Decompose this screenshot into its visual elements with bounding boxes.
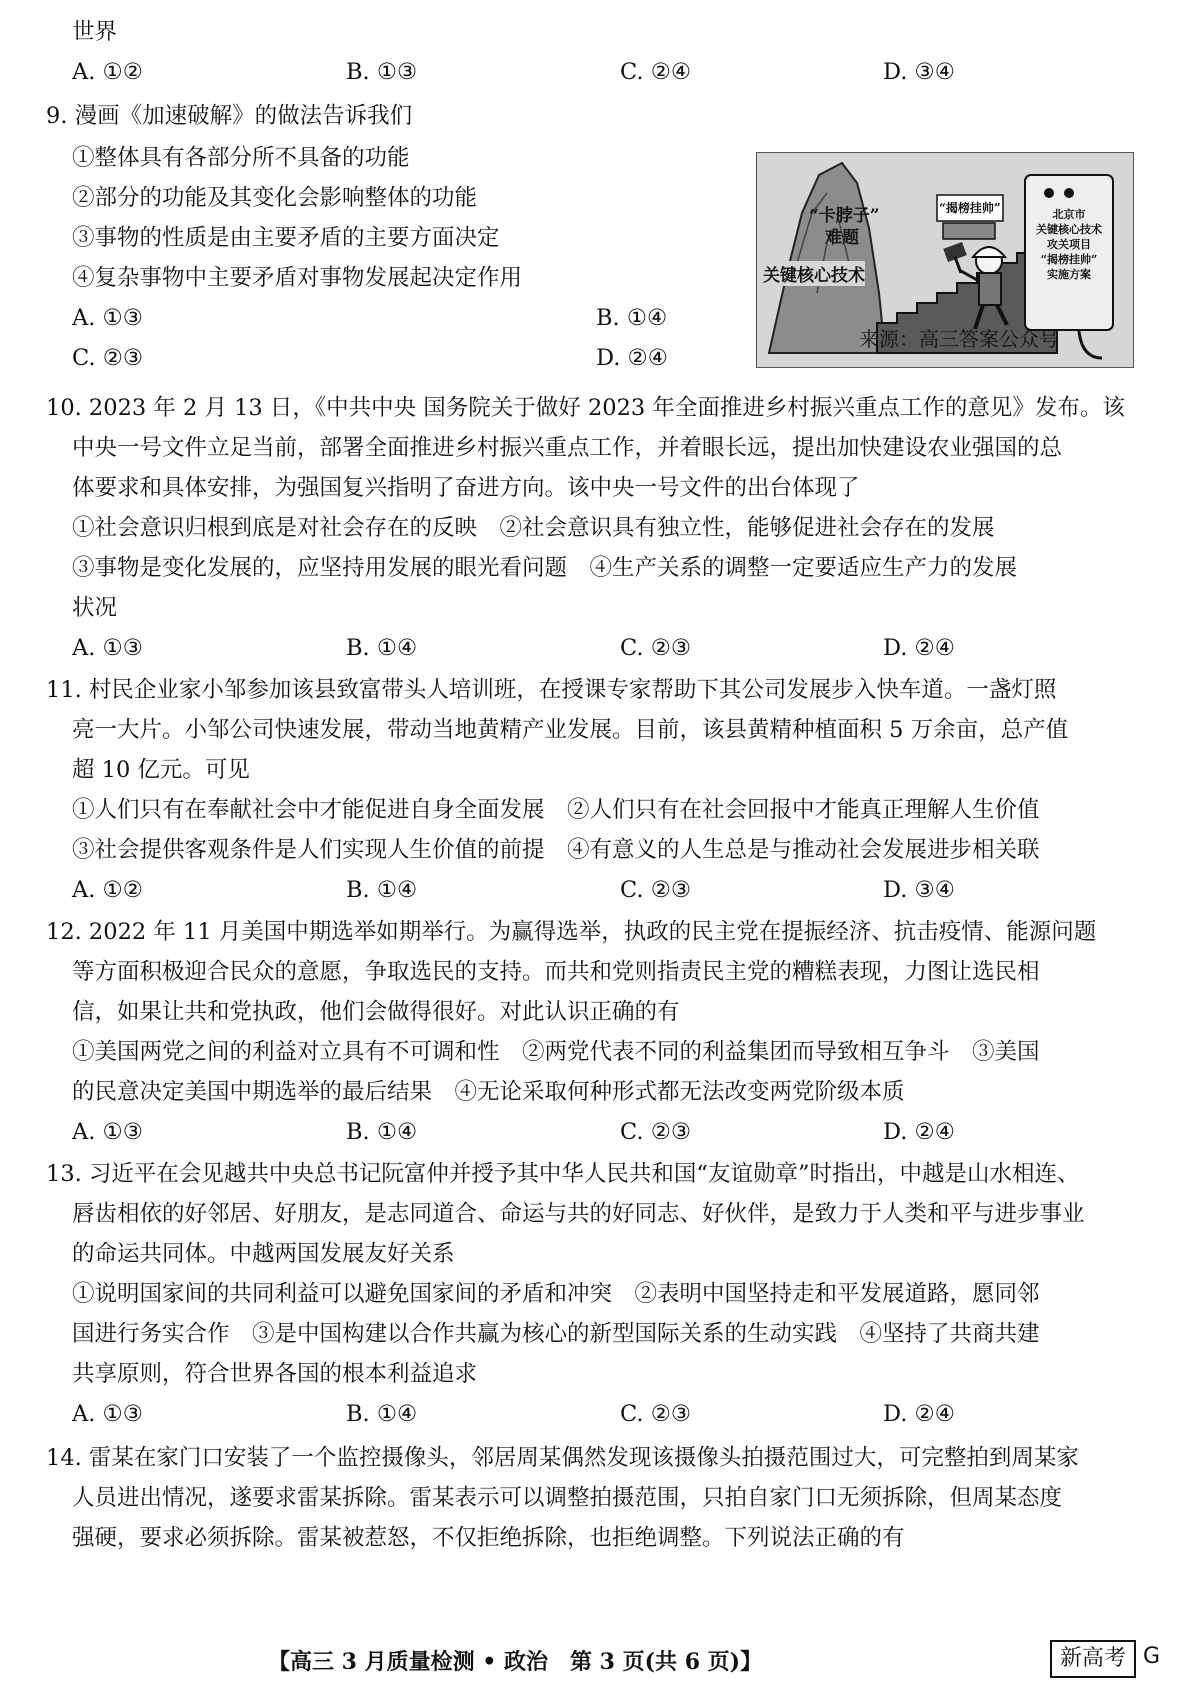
- q9-item: ③事物的性质是由主要矛盾的主要方面决定: [72, 225, 500, 251]
- cartoon-bubble-sub: 难题: [825, 228, 859, 248]
- option-d: D. ③④: [883, 59, 955, 85]
- board-line: 攻关项目: [1047, 238, 1091, 251]
- board-line: 实施方案: [1047, 268, 1091, 281]
- q10-items: ③事物是变化发展的，应坚持用发展的眼光看问题 ④生产关系的调整一定要适应生产力的发展: [72, 555, 1018, 581]
- question-12-line: 等方面积极迎合民众的意愿，争取选民的支持。而共和党则指责民主党的糟糕表现，力图让选民相: [72, 959, 1040, 985]
- option-c: C. ②③: [620, 1401, 692, 1427]
- question-10-line: 10. 2023 年 2 月 13 日，《中共中央 国务院关于做好 2023 年全面推进乡村振兴重点工作的意见》发布。该: [46, 395, 1125, 421]
- option-a: A. ①②: [72, 877, 143, 903]
- question-13-line: 唇齿相依的好邻居、好朋友，是志同道合、命运与共的好同志、好伙伴，是致力于人类和平与进步事业: [72, 1201, 1085, 1227]
- option-c: C. ②③: [620, 635, 692, 661]
- board-line: 关键核心技术: [1036, 223, 1102, 236]
- q13-items: 国进行务实合作 ③是中国构建以合作共赢为核心的新型国际关系的生动实践 ④坚持了共商共建: [72, 1321, 1040, 1347]
- version-mark: G: [1143, 1644, 1161, 1669]
- board-line: 北京市: [1052, 208, 1086, 221]
- option-d: D. ②④: [883, 1401, 955, 1427]
- q9-item: ②部分的功能及其变化会影响整体的功能: [72, 185, 478, 211]
- option-a: A. ①③: [72, 635, 143, 661]
- option-d: D. ②④: [883, 1119, 955, 1145]
- question-11-line: 11. 村民企业家小邹参加该县致富带头人培训班，在授课专家帮助下其公司发展步入快车道。一盏灯照: [46, 677, 1057, 703]
- cartoon-watermark: 来源：高三答案公众号: [859, 327, 1059, 351]
- exam-badge: 新高考: [1050, 1640, 1136, 1678]
- option-c: C. ②③: [620, 877, 692, 903]
- page-footer: 【高三 3 月质量检测 • 政治 第 3 页(共 6 页)】: [268, 1649, 763, 1675]
- option-a: A. ①③: [72, 1401, 143, 1427]
- cartoon-steps-label: 关键核心技术: [763, 261, 865, 286]
- q10-items: 状况: [72, 595, 118, 621]
- cartoon-board-text: [1029, 207, 1109, 282]
- q10-items: ①社会意识归根到底是对社会存在的反映 ②社会意识具有独立性，能够促进社会存在的发展: [72, 515, 995, 541]
- question-9-stem: 9. 漫画《加速破解》的做法告诉我们: [46, 103, 413, 129]
- q11-items: ①人们只有在奉献社会中才能促进自身全面发展 ②人们只有在社会回报中才能真正理解人生价值: [72, 797, 1040, 823]
- board-line: “揭榜挂帅”: [1040, 253, 1098, 266]
- continuation-text: 世界: [72, 19, 118, 45]
- option-b: B. ①④: [596, 305, 668, 331]
- q13-items: 共享原则，符合世界各国的根本利益追求: [72, 1361, 478, 1387]
- question-14-line: 人员进出情况，遂要求雷某拆除。雷某表示可以调整拍摄范围，只拍自家门口无须拆除，但周某态度: [72, 1485, 1063, 1511]
- question-11-line: 亮一大片。小邹公司快速发展，带动当地黄精产业发展。目前，该县黄精种植面积 5 万余亩，总产值: [72, 717, 1069, 743]
- option-c: C. ②④: [620, 59, 692, 85]
- option-c: C. ②③: [72, 345, 144, 371]
- q12-items: ①美国两党之间的利益对立具有不可调和性 ②两党代表不同的利益集团而导致相互争斗 ③美国: [72, 1039, 1040, 1065]
- option-a: A. ①②: [72, 59, 143, 85]
- option-a: A. ①③: [72, 305, 143, 331]
- option-d: D. ③④: [883, 877, 955, 903]
- option-d: D. ②④: [596, 345, 668, 371]
- question-13-line: 13. 习近平在会见越共中央总书记阮富仲并授予其中华人民共和国“友谊勋章”时指出，中越是山水相连、: [46, 1161, 1080, 1187]
- question-10-line: 体要求和具体安排，为强国复兴指明了奋进方向。该中央一号文件的出台体现了: [72, 475, 860, 501]
- option-d: D. ②④: [883, 635, 955, 661]
- question-13-line: 的命运共同体。中越两国发展友好关系: [72, 1241, 455, 1267]
- option-b: B. ①④: [346, 635, 418, 661]
- option-b: B. ①④: [346, 1401, 418, 1427]
- option-b: B. ①④: [346, 877, 418, 903]
- q13-items: ①说明国家间的共同利益可以避免国家间的矛盾和冲突 ②表明中国坚持走和平发展道路，愿同邻: [72, 1281, 1040, 1307]
- q11-items: ③社会提供客观条件是人们实现人生价值的前提 ④有意义的人生总是与推动社会发展进步相关联: [72, 837, 1040, 863]
- question-14-line: 强硬，要求必须拆除。雷某被惹怒，不仅拒绝拆除，也拒绝调整。下列说法正确的有: [72, 1525, 905, 1551]
- question-10-line: 中央一号文件立足当前，部署全面推进乡村振兴重点工作，并着眼长远，提出加快建设农业强国的总: [72, 435, 1063, 461]
- question-14-line: 14. 雷某在家门口安装了一个监控摄像头，邻居周某偶然发现该摄像头拍摄范围过大，可完整拍到周某家: [46, 1445, 1079, 1471]
- q9-item: ①整体具有各部分所不具备的功能: [72, 145, 410, 171]
- question-12-line: 信，如果让共和党执政，他们会做得很好。对此认识正确的有: [72, 999, 680, 1025]
- q12-items: 的民意决定美国中期选举的最后结果 ④无论采取何种形式都无法改变两党阶级本质: [72, 1079, 905, 1105]
- cartoon-illustration: [756, 152, 1134, 368]
- option-c: C. ②③: [620, 1119, 692, 1145]
- cartoon-banner: “揭榜挂帅”: [939, 201, 1001, 215]
- option-b: B. ①③: [346, 59, 418, 85]
- q9-item: ④复杂事物中主要矛盾对事物发展起决定作用: [72, 265, 523, 291]
- option-b: B. ①④: [346, 1119, 418, 1145]
- question-11-line: 超 10 亿元。可见: [72, 757, 250, 783]
- cartoon-bubble: “卡脖子”: [809, 206, 880, 226]
- question-12-line: 12. 2022 年 11 月美国中期选举如期举行。为赢得选举，执政的民主党在提振经济、抗击疫情、能源问题: [46, 919, 1097, 945]
- option-a: A. ①③: [72, 1119, 143, 1145]
